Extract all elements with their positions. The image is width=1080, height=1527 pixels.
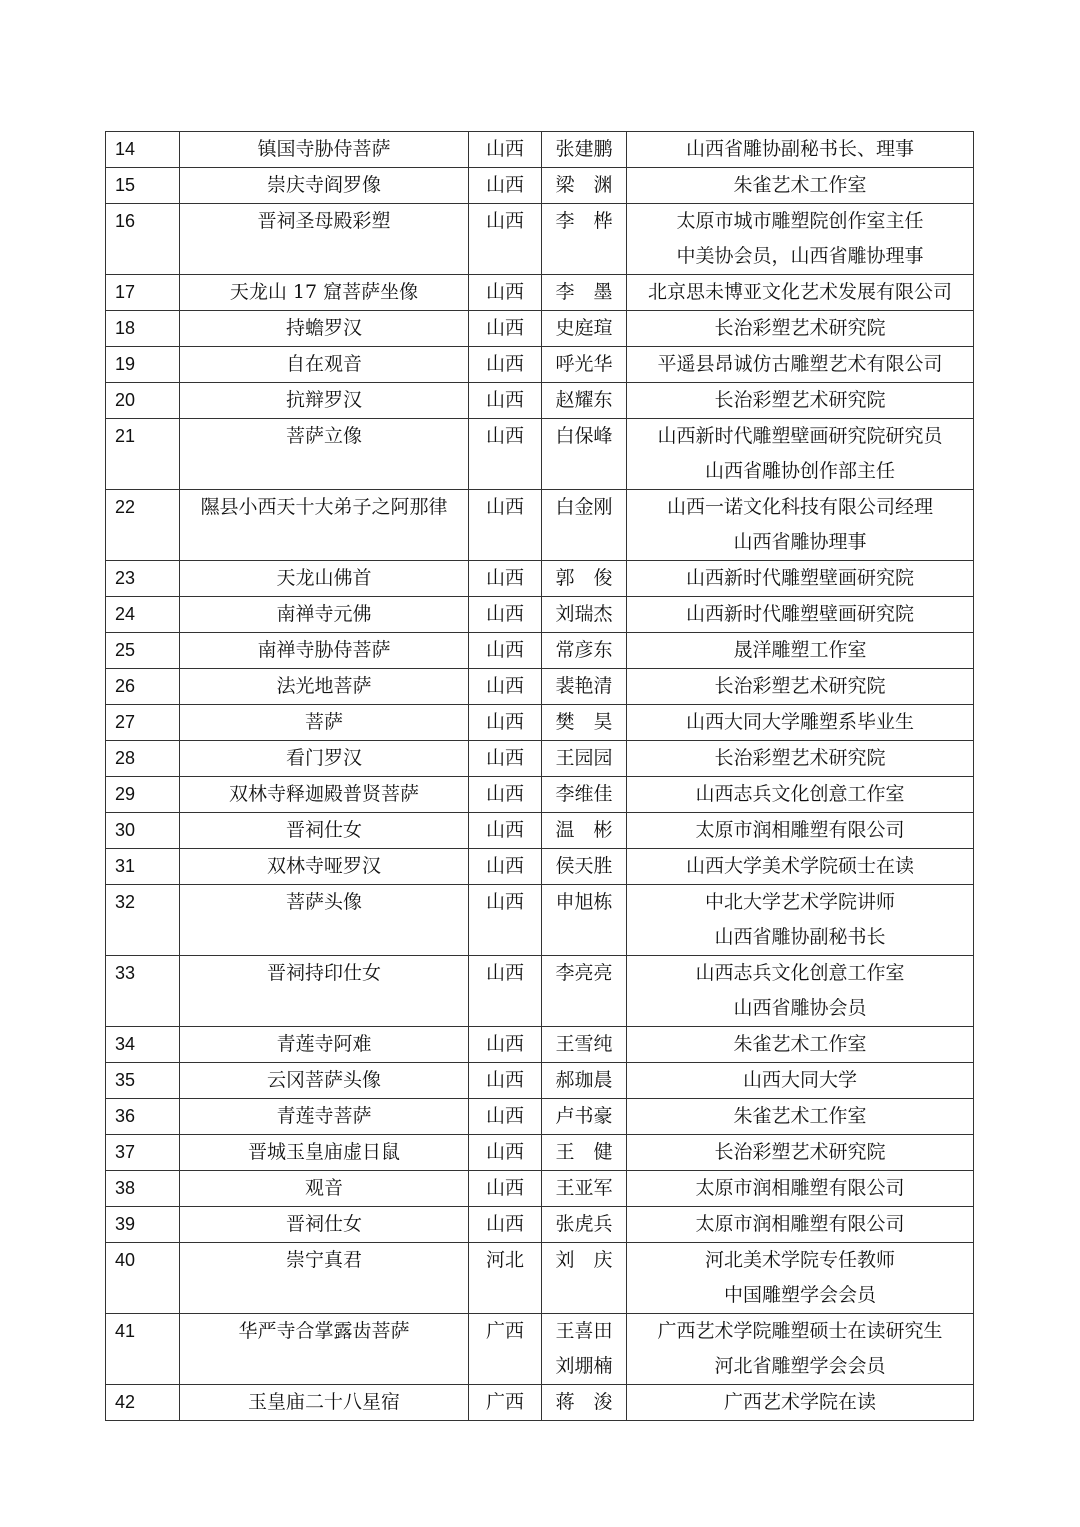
author-cell [542, 1171, 627, 1207]
author-cell [542, 132, 627, 168]
work-title-cell: 天龙山佛首 [180, 561, 469, 597]
author-cell [542, 705, 627, 741]
work-title-cell: 南禅寺元佛 [180, 597, 469, 633]
author-cell-line: 李 桦 [555, 210, 613, 232]
row-number-cell: 34 [106, 1027, 180, 1063]
author-cell [542, 633, 627, 669]
work-title-cell: 南禅寺胁侍菩萨 [180, 633, 469, 669]
work-title-cell: 双林寺释迦殿普贤菩萨 [180, 777, 469, 813]
affiliation-cell [627, 347, 974, 383]
affiliation-cell [627, 419, 974, 490]
table-row [106, 275, 974, 311]
author-cell-line: 侯天胜 [555, 855, 613, 877]
table-row [106, 204, 974, 275]
province-cell: 山西 [469, 741, 542, 777]
author-cell [542, 741, 627, 777]
affiliation-cell [627, 1027, 974, 1063]
row-number-cell: 33 [106, 956, 180, 1027]
work-title-cell: 晋祠仕女 [180, 1207, 469, 1243]
affiliation-cell-line: 山西省雕协副秘书长 [714, 926, 886, 948]
affiliation-cell [627, 561, 974, 597]
author-cell-line: 常彦东 [555, 639, 613, 661]
author-cell [542, 1385, 627, 1421]
row-number-cell: 30 [106, 813, 180, 849]
affiliation-cell [627, 705, 974, 741]
table-row [106, 1135, 974, 1171]
work-title-cell: 抗辩罗汉 [180, 383, 469, 419]
author-cell-line: 李维佳 [555, 783, 613, 805]
work-title-cell: 持蟾罗汉 [180, 311, 469, 347]
row-number-cell: 27 [106, 705, 180, 741]
author-cell [542, 956, 627, 1027]
author-cell-line: 郭 俊 [555, 567, 613, 589]
province-cell: 山西 [469, 1027, 542, 1063]
author-cell-line: 裴艳清 [555, 675, 613, 697]
author-cell [542, 813, 627, 849]
author-cell-line: 赵耀东 [555, 389, 613, 411]
author-cell-line: 王雪纯 [555, 1033, 613, 1055]
row-number-cell: 16 [106, 204, 180, 275]
work-title-cell: 观音 [180, 1171, 469, 1207]
work-title-cell: 看门罗汉 [180, 741, 469, 777]
row-number-cell: 32 [106, 885, 180, 956]
province-cell: 山西 [469, 669, 542, 705]
affiliation-cell-line: 山西省雕协副秘书长、理事 [685, 138, 914, 160]
table-row [106, 1207, 974, 1243]
province-cell: 山西 [469, 490, 542, 561]
affiliation-cell [627, 1207, 974, 1243]
affiliation-cell [627, 633, 974, 669]
affiliation-cell-line: 河北美术学院专任教师 [704, 1249, 895, 1271]
author-cell [542, 490, 627, 561]
work-title-cell: 青莲寺菩萨 [180, 1099, 469, 1135]
affiliation-cell [627, 275, 974, 311]
affiliation-cell-line: 山西省雕协创作部主任 [704, 460, 895, 482]
affiliation-cell-line: 朱雀艺术工作室 [733, 1105, 867, 1127]
affiliation-cell [627, 1099, 974, 1135]
affiliation-cell [627, 1243, 974, 1314]
row-number-cell: 24 [106, 597, 180, 633]
table-row [106, 311, 974, 347]
table-row [106, 168, 974, 204]
province-cell: 山西 [469, 1135, 542, 1171]
author-cell [542, 1135, 627, 1171]
affiliation-cell-line: 太原市润相雕塑有限公司 [695, 819, 905, 841]
affiliation-cell [627, 1171, 974, 1207]
province-cell: 山西 [469, 347, 542, 383]
work-title-cell: 云冈菩萨头像 [180, 1063, 469, 1099]
table-row [106, 633, 974, 669]
work-title-cell: 晋祠持印仕女 [180, 956, 469, 1027]
row-number-cell: 25 [106, 633, 180, 669]
affiliation-cell [627, 741, 974, 777]
affiliation-cell [627, 956, 974, 1027]
province-cell: 山西 [469, 419, 542, 490]
author-cell [542, 311, 627, 347]
row-number-cell: 29 [106, 777, 180, 813]
affiliation-cell-line: 山西志兵文化创意工作室 [695, 783, 905, 805]
author-cell-line: 温 彬 [555, 819, 613, 841]
table-body [106, 132, 974, 1421]
work-title-cell: 晋祠圣母殿彩塑 [180, 204, 469, 275]
author-cell-line: 刘 庆 [555, 1249, 613, 1271]
province-cell: 广西 [469, 1314, 542, 1385]
affiliation-cell [627, 777, 974, 813]
affiliation-cell [627, 1135, 974, 1171]
affiliation-cell [627, 132, 974, 168]
row-number-cell: 36 [106, 1099, 180, 1135]
table-row [106, 132, 974, 168]
table-row [106, 347, 974, 383]
table-row [106, 777, 974, 813]
work-title-cell: 晋城玉皇庙虚日鼠 [180, 1135, 469, 1171]
author-cell [542, 204, 627, 275]
author-cell-line: 李亮亮 [555, 962, 613, 984]
row-number-cell: 19 [106, 347, 180, 383]
province-cell: 河北 [469, 1243, 542, 1314]
affiliation-cell [627, 311, 974, 347]
affiliation-cell-line: 山西新时代雕塑壁画研究院 [685, 567, 914, 589]
affiliation-cell-line: 太原市润相雕塑有限公司 [695, 1177, 905, 1199]
table-row [106, 1385, 974, 1421]
author-cell [542, 1314, 627, 1385]
row-number-cell: 17 [106, 275, 180, 311]
row-number-cell: 15 [106, 168, 180, 204]
author-cell [542, 383, 627, 419]
author-cell-line: 李 墨 [555, 281, 613, 303]
table-row [106, 885, 974, 956]
author-cell [542, 849, 627, 885]
author-cell [542, 347, 627, 383]
author-cell-line: 王园园 [555, 747, 613, 769]
author-cell-line: 刘瑞杰 [555, 603, 613, 625]
province-cell: 山西 [469, 561, 542, 597]
affiliation-cell-line: 山西新时代雕塑壁画研究院研究员 [657, 425, 943, 447]
affiliation-cell-line: 长治彩塑艺术研究院 [714, 747, 886, 769]
author-cell [542, 1063, 627, 1099]
affiliation-cell [627, 168, 974, 204]
province-cell: 山西 [469, 813, 542, 849]
province-cell: 山西 [469, 311, 542, 347]
table-row [106, 1243, 974, 1314]
province-cell: 山西 [469, 885, 542, 956]
work-title-cell: 玉皇庙二十八星宿 [180, 1385, 469, 1421]
author-cell-line: 郝珈晨 [555, 1069, 613, 1091]
affiliation-cell-line: 山西志兵文化创意工作室 [695, 962, 905, 984]
affiliation-cell-line: 中国雕塑学会会员 [723, 1284, 876, 1306]
work-title-cell: 自在观音 [180, 347, 469, 383]
author-cell [542, 1243, 627, 1314]
author-cell-line: 蒋 浚 [555, 1391, 613, 1413]
table-row [106, 1171, 974, 1207]
author-cell-line: 史庭瑄 [555, 317, 613, 339]
table-row [106, 1314, 974, 1385]
province-cell: 山西 [469, 1099, 542, 1135]
province-cell: 山西 [469, 275, 542, 311]
author-cell-line: 王 健 [555, 1141, 613, 1163]
row-number-cell: 20 [106, 383, 180, 419]
work-title-cell: 天龙山 17 窟菩萨坐像 [180, 275, 469, 311]
province-cell: 广西 [469, 1385, 542, 1421]
affiliation-cell [627, 383, 974, 419]
row-number-cell: 22 [106, 490, 180, 561]
author-cell [542, 561, 627, 597]
table-row [106, 956, 974, 1027]
province-cell: 山西 [469, 1063, 542, 1099]
row-number-cell: 18 [106, 311, 180, 347]
affiliation-cell-line: 太原市润相雕塑有限公司 [695, 1213, 905, 1235]
table-row [106, 561, 974, 597]
table-row [106, 849, 974, 885]
author-cell-line: 刘堋楠 [555, 1355, 613, 1377]
affiliation-cell [627, 669, 974, 705]
author-cell-line: 卢书豪 [555, 1105, 613, 1127]
affiliation-cell-line: 长治彩塑艺术研究院 [714, 389, 886, 411]
author-cell [542, 885, 627, 956]
work-title-cell: 隰县小西天十大弟子之阿那律 [180, 490, 469, 561]
work-title-cell: 镇国寺胁侍菩萨 [180, 132, 469, 168]
row-number-cell: 39 [106, 1207, 180, 1243]
affiliation-cell-line: 长治彩塑艺术研究院 [714, 675, 886, 697]
province-cell: 山西 [469, 132, 542, 168]
work-title-cell: 法光地菩萨 [180, 669, 469, 705]
affiliation-cell-line: 中美协会员，山西省雕协理事 [676, 245, 924, 267]
author-cell [542, 1207, 627, 1243]
province-cell: 山西 [469, 1207, 542, 1243]
row-number-cell: 31 [106, 849, 180, 885]
table-row [106, 669, 974, 705]
work-title-cell: 华严寺合掌露齿菩萨 [180, 1314, 469, 1385]
affiliation-cell-line: 广西艺术学院在读 [723, 1391, 876, 1413]
table-row [106, 419, 974, 490]
row-number-cell: 26 [106, 669, 180, 705]
province-cell: 山西 [469, 204, 542, 275]
affiliation-cell-line: 长治彩塑艺术研究院 [714, 317, 886, 339]
work-title-cell: 双林寺哑罗汉 [180, 849, 469, 885]
table-row [106, 1027, 974, 1063]
author-cell-line: 王喜田 [555, 1320, 613, 1342]
author-cell-line: 呼光华 [555, 353, 613, 375]
affiliation-cell-line: 北京思未博亚文化艺术发展有限公司 [647, 281, 952, 303]
table-row [106, 383, 974, 419]
author-cell [542, 597, 627, 633]
row-number-cell: 14 [106, 132, 180, 168]
affiliation-cell [627, 1314, 974, 1385]
affiliation-cell [627, 490, 974, 561]
affiliation-cell-line: 山西新时代雕塑壁画研究院 [685, 603, 914, 625]
author-cell-line: 白金刚 [555, 496, 613, 518]
author-cell-line: 白保峰 [555, 425, 613, 447]
affiliation-cell-line: 平遥县昂诚仿古雕塑艺术有限公司 [657, 353, 943, 375]
author-cell [542, 168, 627, 204]
province-cell: 山西 [469, 777, 542, 813]
author-cell-line: 梁 渊 [555, 174, 613, 196]
row-number-cell: 40 [106, 1243, 180, 1314]
row-number-cell: 21 [106, 419, 180, 490]
work-title-cell: 菩萨立像 [180, 419, 469, 490]
work-title-cell: 晋祠仕女 [180, 813, 469, 849]
affiliation-cell [627, 849, 974, 885]
province-cell: 山西 [469, 705, 542, 741]
work-title-cell: 崇宁真君 [180, 1243, 469, 1314]
table-row [106, 741, 974, 777]
province-cell: 山西 [469, 1171, 542, 1207]
table-row [106, 1063, 974, 1099]
affiliation-cell-line: 山西大学美术学院硕士在读 [685, 855, 914, 877]
row-number-cell: 23 [106, 561, 180, 597]
affiliation-cell-line: 晟洋雕塑工作室 [733, 639, 867, 661]
author-cell-line: 张虎兵 [555, 1213, 613, 1235]
author-cell [542, 1027, 627, 1063]
province-cell: 山西 [469, 383, 542, 419]
table-row [106, 813, 974, 849]
affiliation-cell [627, 1385, 974, 1421]
affiliation-cell-line: 朱雀艺术工作室 [733, 1033, 867, 1055]
row-number-cell: 28 [106, 741, 180, 777]
affiliation-cell-line: 河北省雕塑学会会员 [714, 1355, 886, 1377]
author-cell [542, 777, 627, 813]
affiliation-cell-line: 长治彩塑艺术研究院 [714, 1141, 886, 1163]
row-number-cell: 42 [106, 1385, 180, 1421]
province-cell: 山西 [469, 633, 542, 669]
affiliation-cell-line: 广西艺术学院雕塑硕士在读研究生 [657, 1320, 943, 1342]
work-title-cell: 崇庆寺阎罗像 [180, 168, 469, 204]
author-cell [542, 275, 627, 311]
province-cell: 山西 [469, 956, 542, 1027]
work-title-cell: 菩萨 [180, 705, 469, 741]
work-title-cell: 青莲寺阿难 [180, 1027, 469, 1063]
author-cell-line: 张建鹏 [555, 138, 613, 160]
affiliation-cell [627, 813, 974, 849]
province-cell: 山西 [469, 597, 542, 633]
province-cell: 山西 [469, 168, 542, 204]
affiliation-cell-line: 山西省雕协会员 [733, 997, 867, 1019]
author-cell [542, 419, 627, 490]
affiliation-cell-line: 朱雀艺术工作室 [733, 174, 867, 196]
author-cell-line: 王亚军 [555, 1177, 613, 1199]
affiliation-cell [627, 204, 974, 275]
table-row [106, 705, 974, 741]
affiliation-cell-line: 太原市城市雕塑院创作室主任 [676, 210, 924, 232]
affiliation-cell-line: 山西省雕协理事 [733, 531, 867, 553]
affiliation-cell-line: 中北大学艺术学院讲师 [704, 891, 895, 913]
row-number-cell: 41 [106, 1314, 180, 1385]
row-number-cell: 37 [106, 1135, 180, 1171]
affiliation-cell-line: 山西大同大学 [742, 1069, 857, 1091]
author-cell-line: 申旭栋 [555, 891, 613, 913]
author-cell [542, 669, 627, 705]
author-cell-line: 樊 昊 [555, 711, 613, 733]
table-row [106, 1099, 974, 1135]
work-title-cell: 菩萨头像 [180, 885, 469, 956]
affiliation-cell [627, 885, 974, 956]
affiliation-cell-line: 山西大同大学雕塑系毕业生 [685, 711, 914, 733]
artwork-roster-table [105, 131, 974, 1421]
table-row [106, 490, 974, 561]
row-number-cell: 38 [106, 1171, 180, 1207]
row-number-cell: 35 [106, 1063, 180, 1099]
affiliation-cell [627, 1063, 974, 1099]
table-row [106, 597, 974, 633]
affiliation-cell-line: 山西一诺文化科技有限公司经理 [666, 496, 933, 518]
affiliation-cell [627, 597, 974, 633]
province-cell: 山西 [469, 849, 542, 885]
author-cell [542, 1099, 627, 1135]
